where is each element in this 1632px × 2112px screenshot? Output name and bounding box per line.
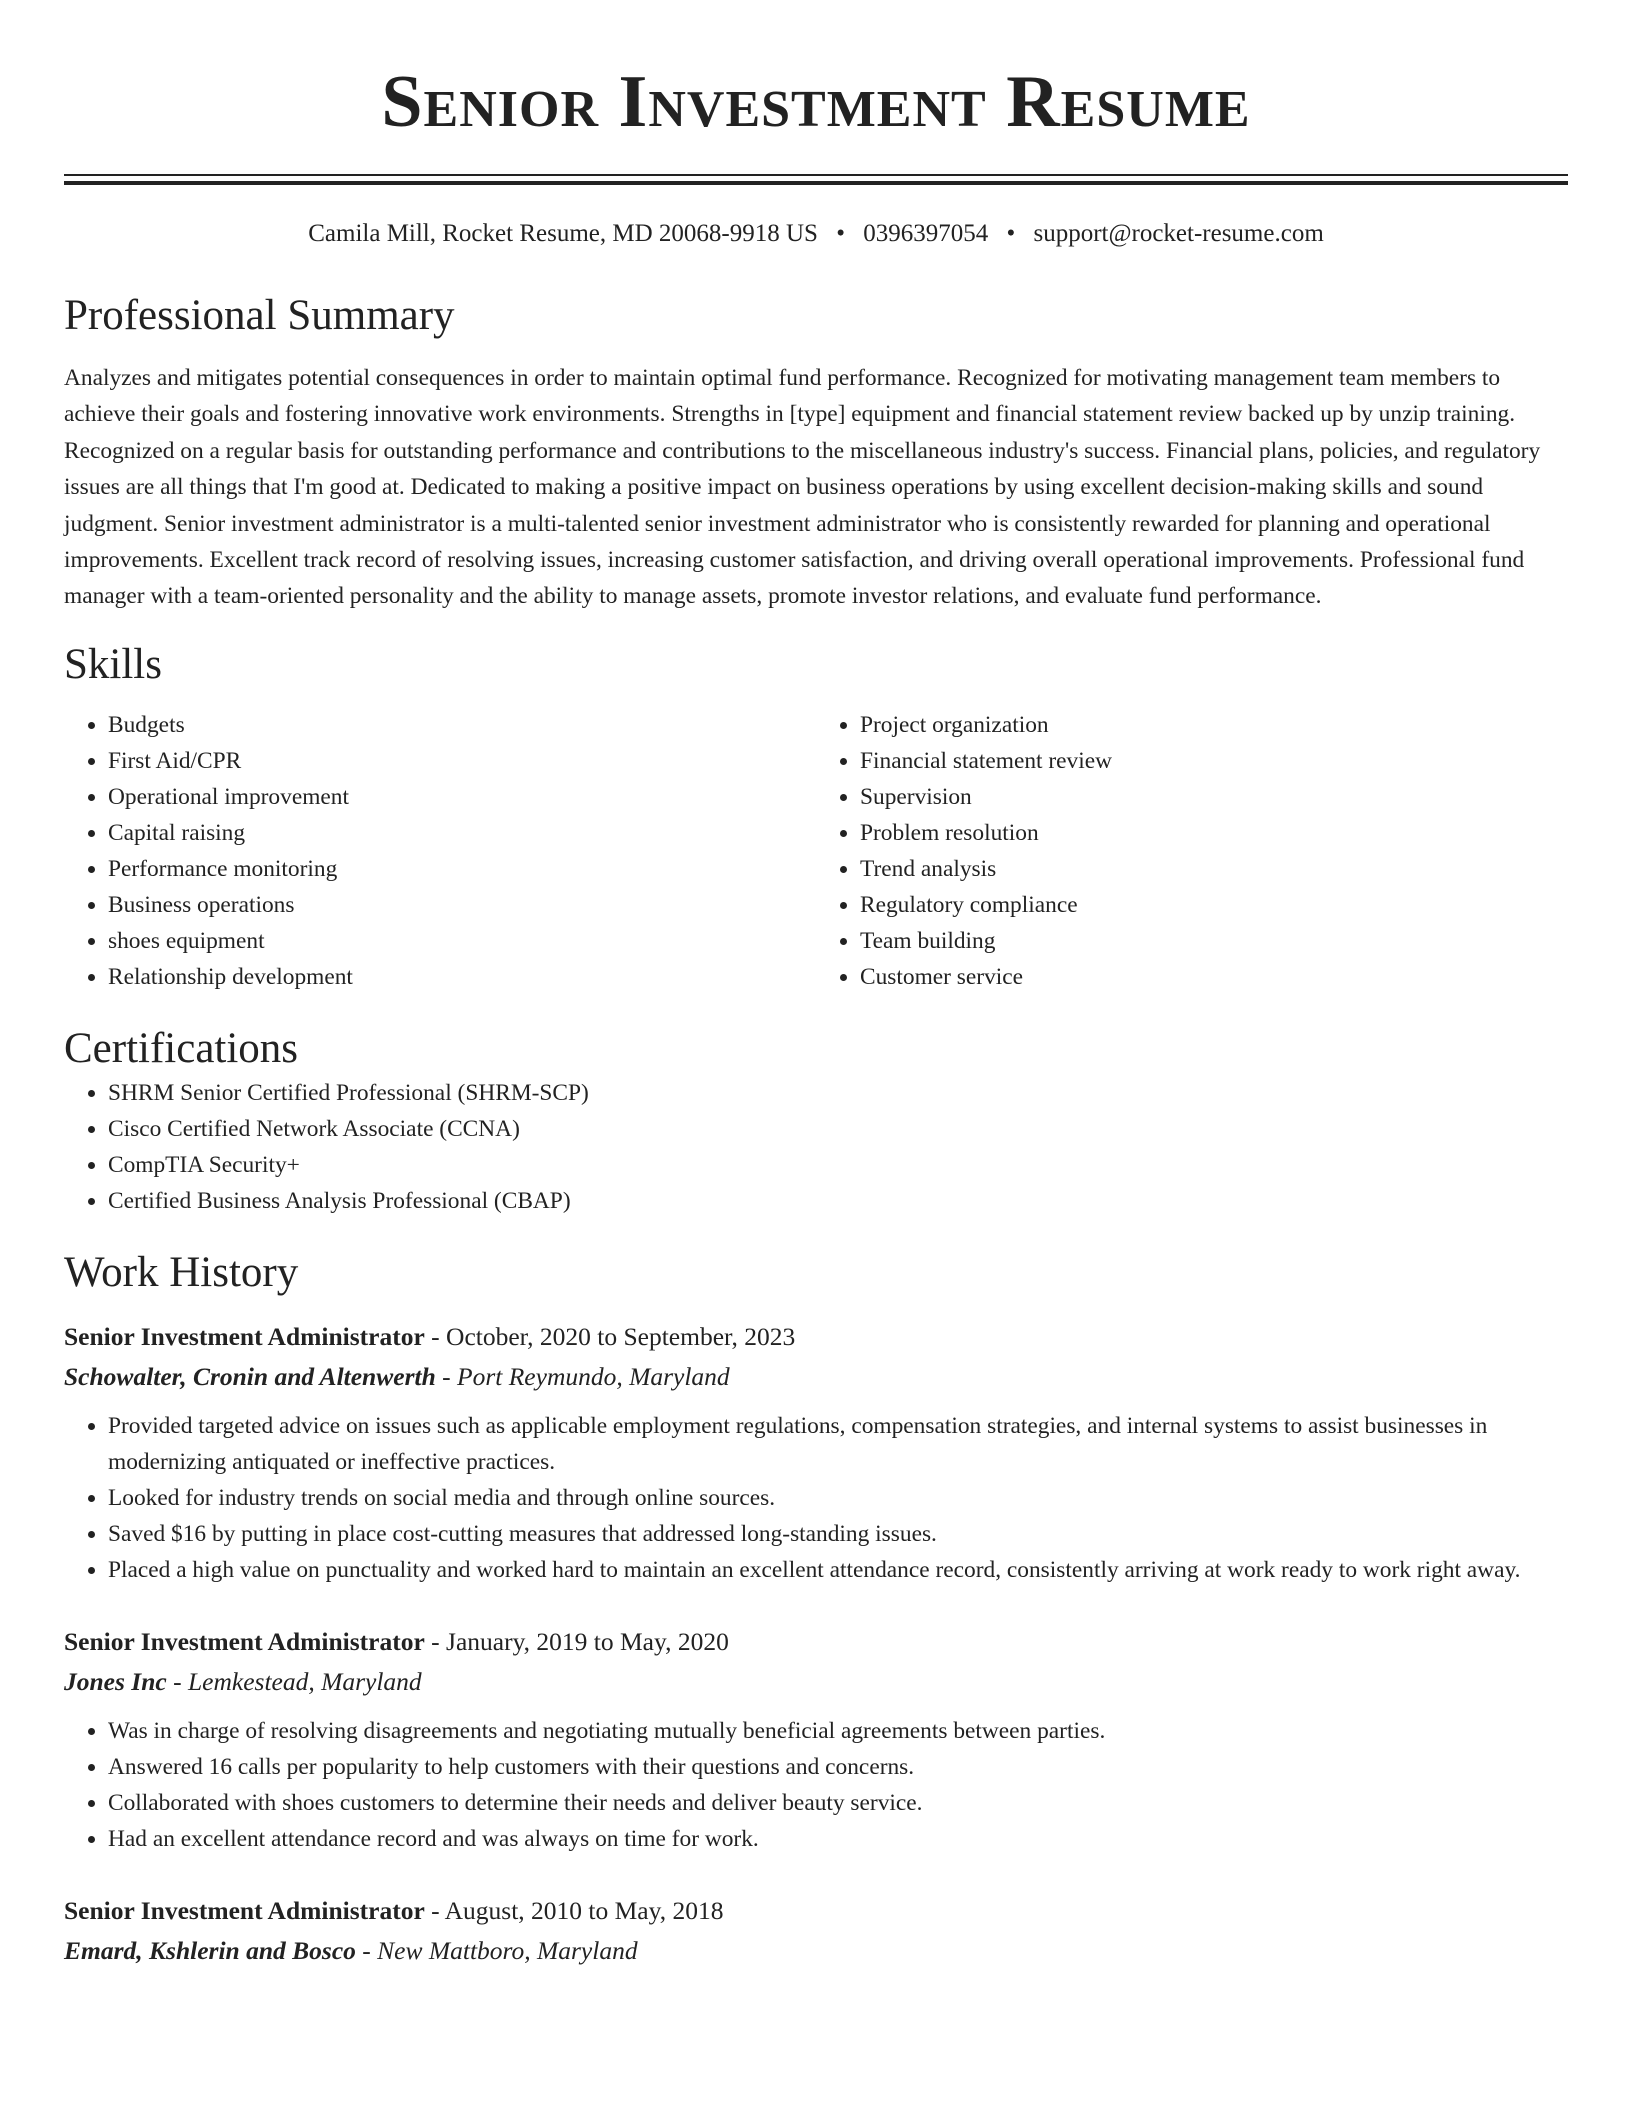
- job-location: New Mattboro, Maryland: [377, 1935, 638, 1965]
- summary-heading: Professional Summary: [64, 292, 455, 339]
- certification-item: • CompTIA Security+: [108, 1147, 1568, 1183]
- job-bullets: [64, 1713, 1568, 1857]
- title-divider-thin: [64, 174, 1568, 176]
- job-bullet: • Placed a high value on punctuality and worked hard to maintain an excellent attendance record, consistently arriving at work ready to work right away.: [108, 1552, 1568, 1588]
- contact-separator: •: [836, 220, 845, 247]
- job-dates: January, 2019 to May, 2020: [446, 1626, 729, 1656]
- skill-item: • Financial statement review: [860, 743, 1568, 779]
- summary-text: Analyzes and mitigates potential consequences in order to maintain optimal fund performance. Recognized for motivating management team members to achieve their goals and fostering innovative work environments. Strengths in [type] equipment and financial statement review backed up by unzip training. Recognized on a regular basis for outstanding performance and contributions to the miscellaneous industry's success. Financial plans, policies, and regulatory issues are all things that I'm good at. Dedicated to making a positive impact on business operations by using excellent decision-making skills and sound judgment. Senior investment administrator is a multi-talented senior investment administrator who is consistently rewarded for planning and operational improvements. Excellent track record of resolving issues, increasing customer satisfaction, and driving overall operational improvements. Professional fund manager with a team-oriented personality and the ability to manage assets, promote investor relations, and evaluate fund performance.: [64, 365, 1541, 610]
- skill-item: • shoes equipment: [108, 923, 816, 959]
- job-entry: [64, 1622, 1568, 1857]
- job-dates: August, 2010 to May, 2018: [444, 1895, 724, 1925]
- job-company: Jones Inc: [64, 1666, 167, 1696]
- skill-item: • Customer service: [860, 959, 1568, 995]
- certification-item: • Cisco Certified Network Associate (CCNA): [108, 1111, 1568, 1147]
- job-bullet: • Answered 16 calls per popularity to help customers with their questions and concerns.: [108, 1749, 1568, 1785]
- job-company: Schowalter, Cronin and Altenwerth: [64, 1361, 436, 1391]
- job-bullet: • Was in charge of resolving disagreements and negotiating mutually beneficial agreements between parties.: [108, 1713, 1568, 1749]
- contact-line: [64, 218, 1568, 250]
- job-role-line: Senior Investment Administrator - January, 2019 to May, 2020: [64, 1626, 729, 1656]
- job-entry: [64, 1891, 1568, 1971]
- skill-item: • Project organization: [860, 707, 1568, 743]
- skill-item: • Problem resolution: [860, 815, 1568, 851]
- job-bullet: • Looked for industry trends on social media and through online sources.: [108, 1480, 1568, 1516]
- job-role-line: Senior Investment Administrator - August, 2010 to May, 2018: [64, 1895, 724, 1925]
- job-role-line: Senior Investment Administrator - October, 2020 to September, 2023: [64, 1321, 796, 1351]
- job-role: Senior Investment Administrator: [64, 1895, 425, 1925]
- skill-item: • Trend analysis: [860, 851, 1568, 887]
- skills-column-left: [64, 707, 816, 995]
- job-bullet: • Provided targeted advice on issues such as applicable employment regulations, compensation strategies, and internal systems to assist businesses in modernizing antiquated or ineffective practices.: [108, 1408, 1568, 1480]
- title-divider-thick: [64, 181, 1568, 185]
- resume-title: Senior Investment Resume: [381, 61, 1251, 143]
- skill-item: • Team building: [860, 923, 1568, 959]
- job-company-line: Jones Inc - Lemkestead, Maryland: [64, 1666, 422, 1696]
- skills-list: [64, 707, 1568, 995]
- certifications-heading: Certifications: [64, 1024, 299, 1072]
- job-bullet: • Had an excellent attendance record and was always on time for work.: [108, 1821, 1568, 1857]
- job-dates: October, 2020 to September, 2023: [446, 1321, 796, 1351]
- skill-item: • Regulatory compliance: [860, 887, 1568, 923]
- skill-item: • First Aid/CPR: [108, 743, 816, 779]
- skill-item: • Capital raising: [108, 815, 816, 851]
- skills-column-right: [816, 707, 1568, 995]
- skill-item: • Business operations: [108, 887, 816, 923]
- job-company-line: Schowalter, Cronin and Altenwerth - Port Reymundo, Maryland: [64, 1361, 730, 1391]
- job-bullet: • Saved $16 by putting in place cost-cutting measures that addressed long-standing issues.: [108, 1516, 1568, 1552]
- contact-phone: 0396397054: [863, 220, 989, 247]
- certifications-list: [64, 1075, 1568, 1219]
- contact-address: Camila Mill, Rocket Resume, MD 20068-9918 US: [308, 220, 818, 247]
- contact-email: support@rocket-resume.com: [1033, 220, 1324, 247]
- work-history-heading: Work History: [64, 1248, 299, 1296]
- skill-item: • Budgets: [108, 707, 816, 743]
- job-location: Lemkestead, Maryland: [187, 1666, 422, 1696]
- skill-item: • Supervision: [860, 779, 1568, 815]
- job-company-line: Emard, Kshlerin and Bosco - New Mattboro, Maryland: [64, 1935, 638, 1965]
- job-bullet: • Collaborated with shoes customers to determine their needs and deliver beauty service.: [108, 1785, 1568, 1821]
- skills-heading: Skills: [64, 640, 162, 688]
- certification-item: • Certified Business Analysis Professional (CBAP): [108, 1183, 1568, 1219]
- job-role: Senior Investment Administrator: [64, 1321, 425, 1351]
- skill-item: • Performance monitoring: [108, 851, 816, 887]
- job-entry: [64, 1317, 1568, 1588]
- job-role: Senior Investment Administrator: [64, 1626, 425, 1656]
- job-location: Port Reymundo, Maryland: [457, 1361, 730, 1391]
- skill-item: • Relationship development: [108, 959, 816, 995]
- skill-item: • Operational improvement: [108, 779, 816, 815]
- contact-separator: •: [1006, 220, 1016, 247]
- job-bullets: [64, 1408, 1568, 1588]
- certification-item: • SHRM Senior Certified Professional (SHRM-SCP): [108, 1075, 1568, 1111]
- job-company: Emard, Kshlerin and Bosco: [64, 1935, 356, 1965]
